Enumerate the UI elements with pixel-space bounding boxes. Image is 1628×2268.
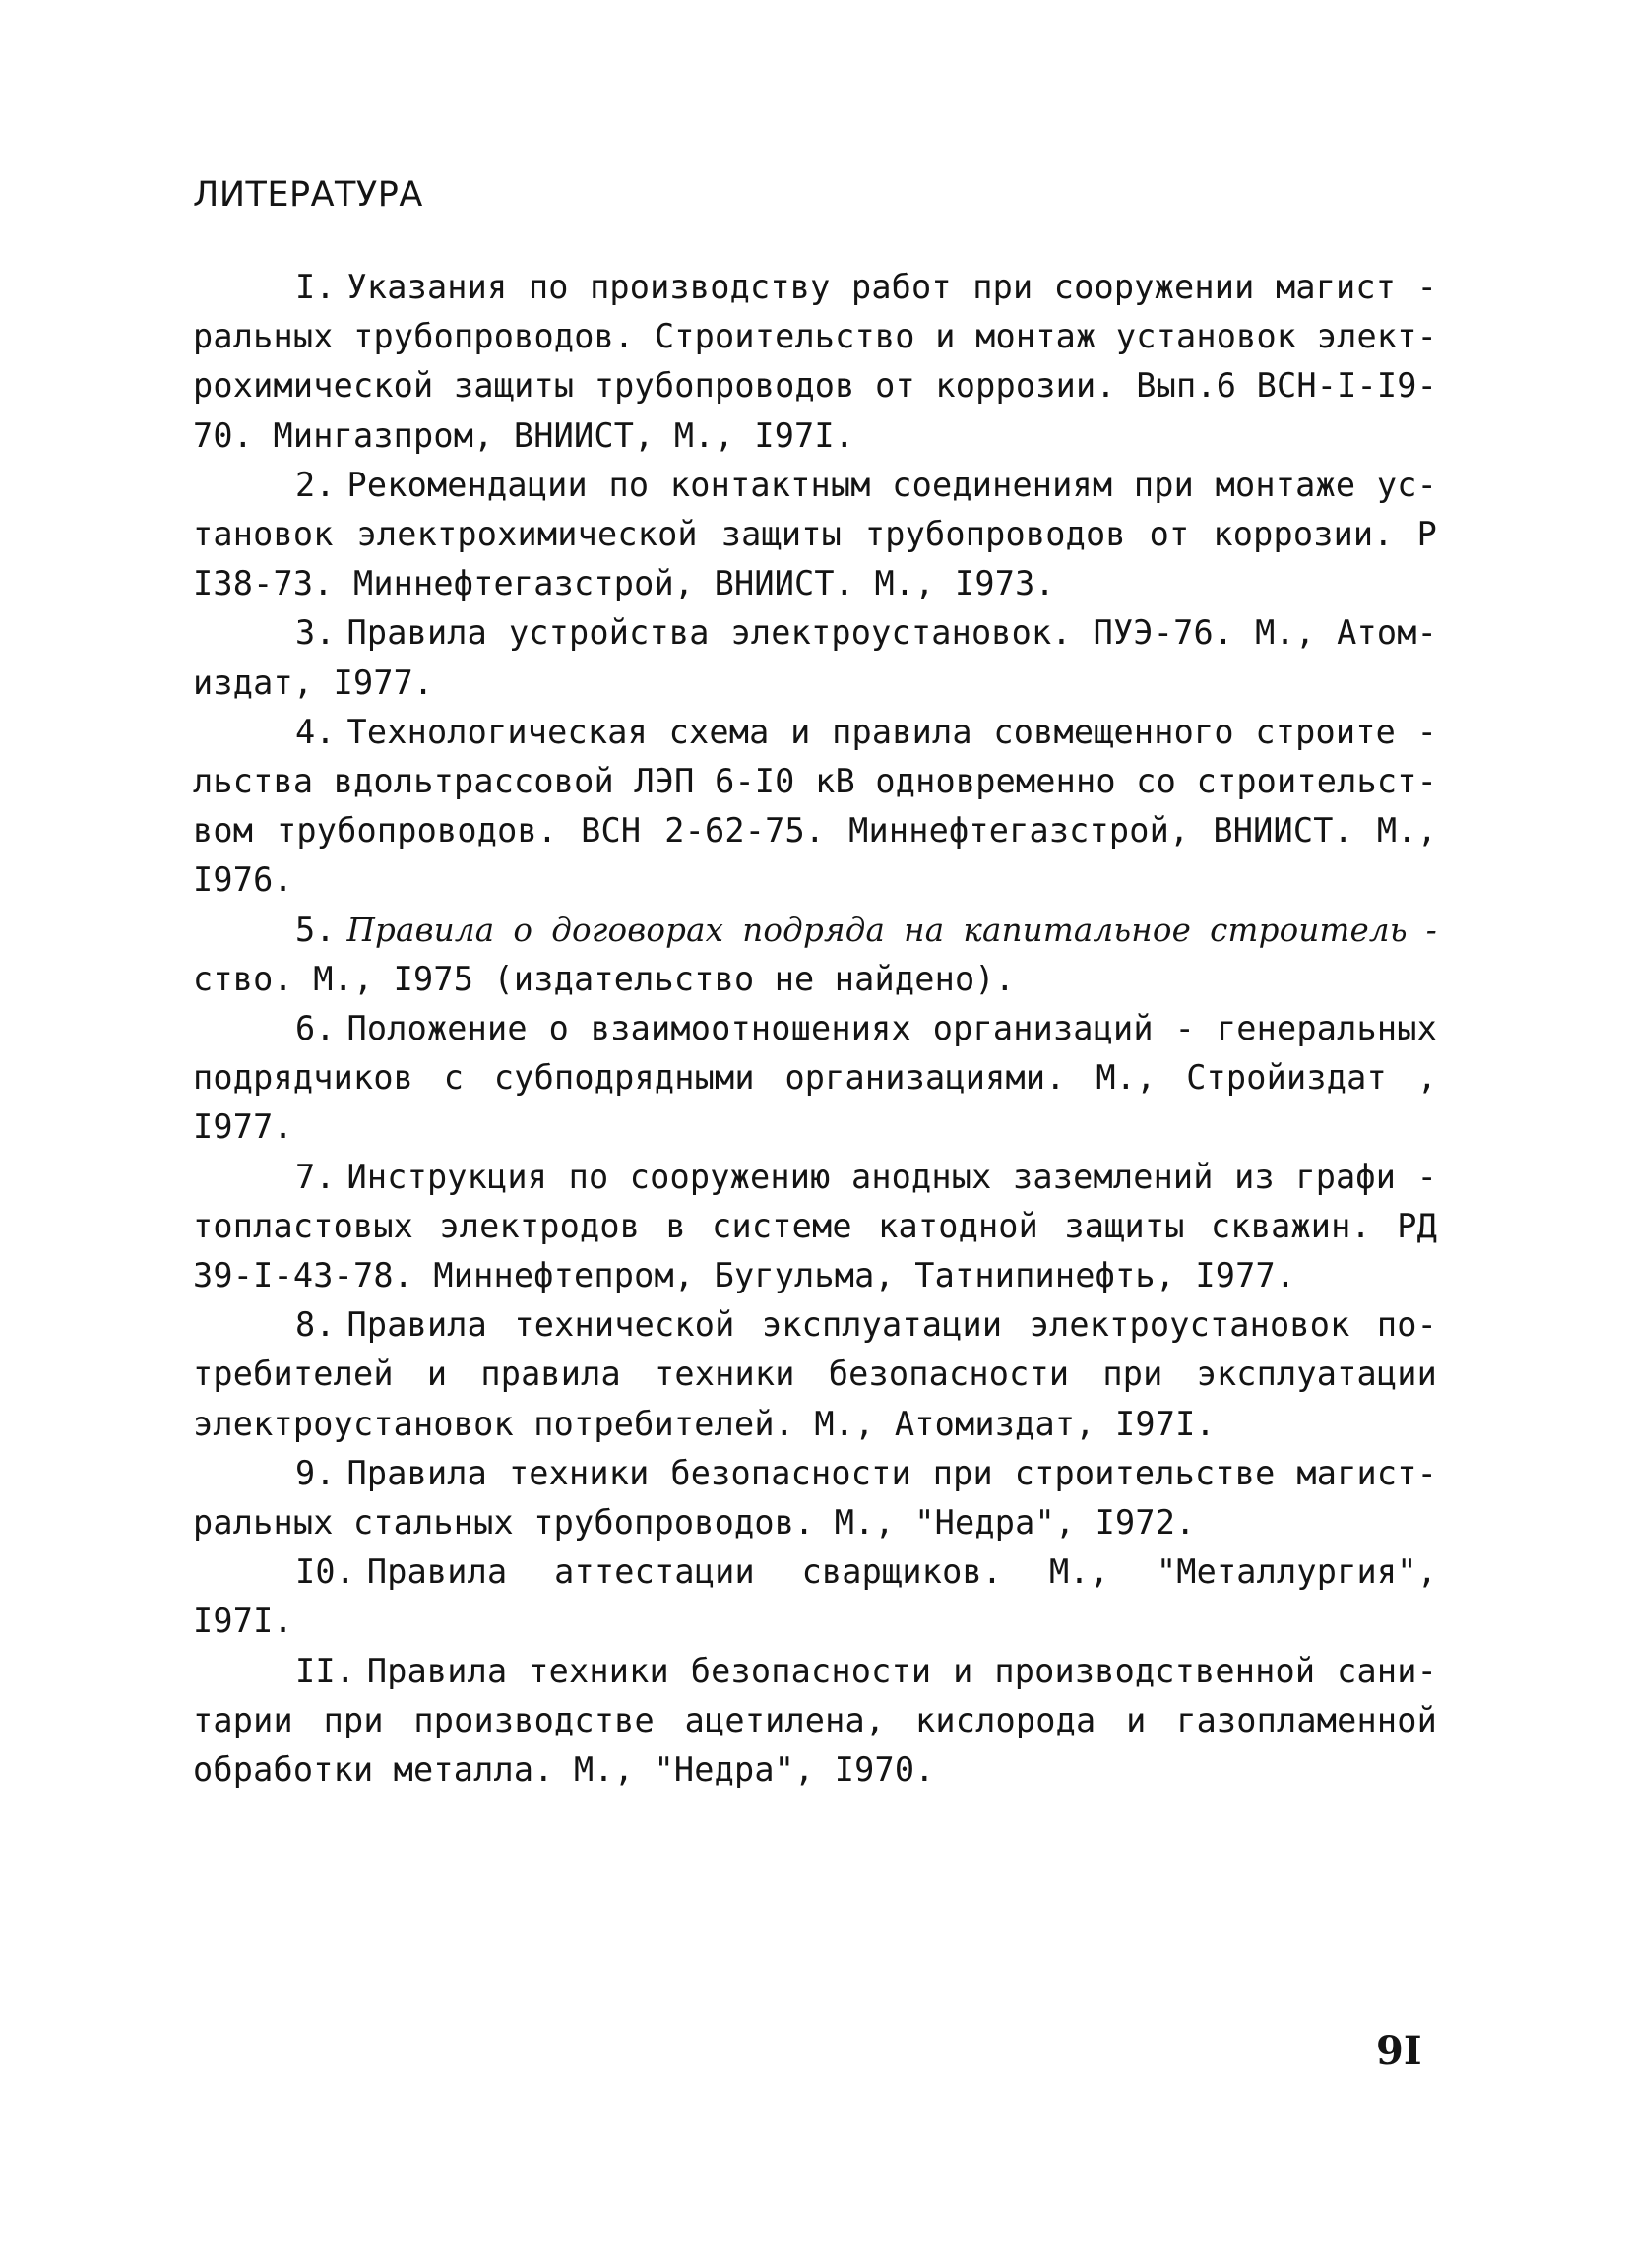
reference-item xyxy=(193,906,1437,1004)
reference-item xyxy=(193,263,1437,461)
reference-text: ство. М., I975 (издательство не найдено). xyxy=(193,959,1016,998)
reference-item xyxy=(193,1153,1437,1301)
reference-text: Правила аттестации сварщиков. М., "Металлургия", I97I. xyxy=(193,1552,1437,1641)
reference-item xyxy=(193,608,1437,707)
page-title: ЛИТЕРАТУРА xyxy=(193,175,423,215)
reference-item xyxy=(193,708,1437,906)
reference-number: I. xyxy=(295,268,336,306)
reference-number: 5. xyxy=(295,910,336,949)
reference-text: Правила техники безопасности и производственной сани-тарии при производстве ацетилена, кислорода и газопламенной обработки металла. М., "Недра", I970. xyxy=(193,1651,1437,1790)
reference-number: 4. xyxy=(295,712,336,751)
reference-item xyxy=(193,1449,1437,1547)
reference-text: Технологическая схема и правила совмещенного строите - льства вдольтрассовой ЛЭП 6-I0 кВ одновременно со строительст-вом трубопроводов. ВСН 2-62-75. Миннефтегазстрой, ВНИИСТ. М., I976. xyxy=(193,712,1437,900)
reference-item xyxy=(193,1004,1437,1153)
reference-number: 9. xyxy=(295,1453,336,1492)
reference-text: Указания по производству работ при сооружении магист - ральных трубопроводов. Строительство и монтаж установок элект-рохимической защиты трубопроводов от коррозии. Вып.6 ВСН-I-I9-70. Мингазпром, ВНИИСТ, М., I97I. xyxy=(193,268,1437,455)
reference-number: 8. xyxy=(295,1305,336,1345)
reference-list xyxy=(193,263,1437,1795)
reference-text: Правила устройства электроустановок. ПУЭ-76. М., Атом-издат, I977. xyxy=(193,613,1437,702)
reference-number: 3. xyxy=(295,613,336,653)
reference-item xyxy=(193,461,1437,609)
reference-text: Положение о взаимоотношениях организаций - генеральных подрядчиков с субподрядными организациями. М., Стройиздат , I977. xyxy=(193,1009,1437,1147)
reference-number: II. xyxy=(295,1651,356,1690)
reference-text: Правила техники безопасности при строительстве магист-ральных стальных трубопроводов. М., "Недра", I972. xyxy=(193,1453,1437,1543)
reference-title-italic: Правила о договорах подряда на капитальное строитель - xyxy=(346,911,1437,949)
reference-text: Инструкция по сооружению анодных заземлений из графи - топластовых электродов в системе катодной защиты скважин. РД 39-I-43-78. Миннефтепром, Бугульма, Татнипинефть, I977. xyxy=(193,1157,1437,1295)
page-number: 9I xyxy=(1376,2028,1422,2074)
reference-text: Правила технической эксплуатации электроустановок по-требителей и правила техники безопасности при эксплуатации электроустановок потребителей. М., Атомиздат, I97I. xyxy=(193,1305,1437,1443)
reference-item xyxy=(193,1647,1437,1796)
reference-number: I0. xyxy=(295,1552,356,1592)
reference-number: 6. xyxy=(295,1009,336,1048)
reference-number: 7. xyxy=(295,1157,336,1196)
reference-item xyxy=(193,1300,1437,1449)
reference-text: Рекомендации по контактным соединениям при монтаже ус-тановок электрохимической защиты трубопроводов от коррозии. Р I38-73. Миннефтегазстрой, ВНИИСТ. М., I973. xyxy=(193,465,1437,603)
reference-number: 2. xyxy=(295,465,336,504)
reference-item xyxy=(193,1547,1437,1646)
